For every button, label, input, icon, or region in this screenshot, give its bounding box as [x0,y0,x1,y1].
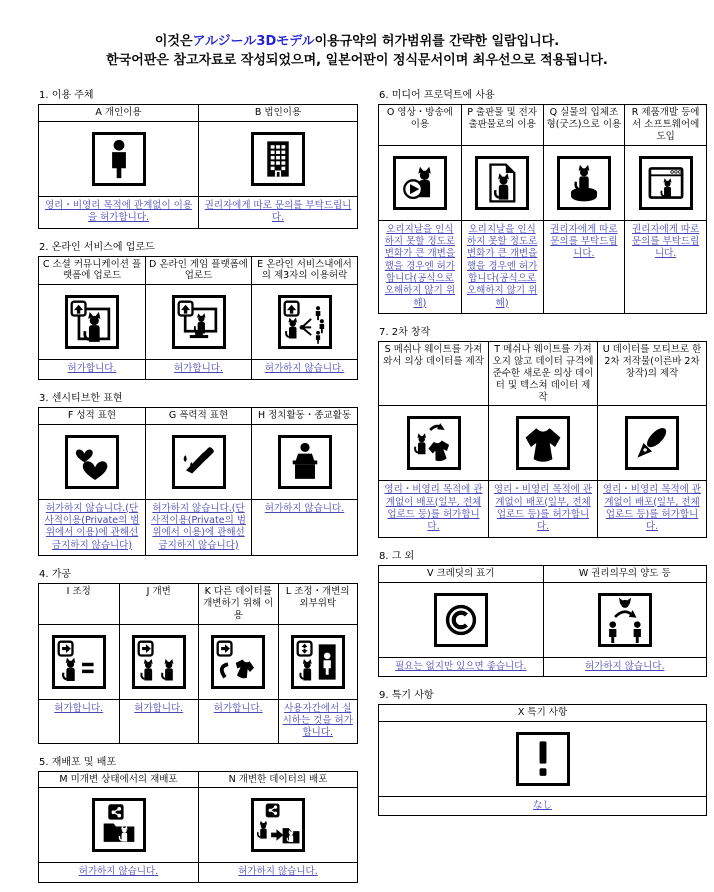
outsource-icon [291,635,345,689]
copyright-icon [434,593,488,647]
cell-note: 허가하지 않습니다.(단 사적이용(Private의 범위에서 이용)에 관해선 금지하지 않습니다) [145,500,251,555]
cell-note: 권리자에게 따로 문의를 부탁드립니다. [543,221,625,313]
permission-table [378,704,707,816]
table-header-row [39,584,357,624]
title-suffix: 이용규약의 허가범위를 간략한 일람입니다. [314,34,560,49]
table-note-row [379,480,706,536]
section-4 [38,565,358,744]
permission-table [38,583,358,744]
section-label: 1. 이용 주체 [39,90,94,101]
cell-note: 사용자간에서 실시하는 것을 허가합니다. [278,700,358,743]
table-note-row [379,657,706,676]
permission-table [378,104,707,314]
cell-icon [119,625,199,699]
software-icon [639,156,693,210]
cell-icon [251,425,357,499]
cell-note: 허가합니다. [198,700,278,743]
cell-note: 필요는 없지만 있으면 좋습니다. [395,660,527,672]
cell-note: 영리・비영리 목적에 관계없이 배포(일부, 전체업로드 등)를 허가합니다. [488,481,597,536]
cell-note: 영리・비영리 목적에 관계없이 배포(일부, 전체업로드 등)를 허가합니다. [384,484,483,533]
cell-note: 오리지날을 인식하지 못할 정도로 변화가 큰 개변을 했을 경우엔 허가합니다(공식으로 오해하지 않기 위해) [384,223,456,309]
table-header-row [39,105,357,121]
hearts-icon [65,435,119,489]
video-icon [393,156,447,210]
table-note-row [379,796,706,815]
cell-icon [461,146,543,220]
cell-icon [597,406,706,480]
cell-header: F 성적 표현 [67,409,117,421]
table-note-row [39,499,357,555]
person-icon [92,132,146,186]
cell-icon [624,146,706,220]
table-note-row [39,862,357,881]
cell-icon [198,788,357,862]
title-prefix: 이것은 [154,34,193,49]
cell-header: P 출판물 및 전자출판물로의 이용 [461,105,543,145]
pen-icon [625,416,679,470]
cell-icon [39,285,145,359]
reuse-icon [211,635,265,689]
cell-header: G 폭력적 표현 [145,408,251,424]
left-column [38,86,358,892]
cell-note: 허가합니다. [54,702,104,714]
goods-icon [557,156,611,210]
table-note-row [39,699,357,743]
redistribute-icon [92,798,146,852]
cell-note: 허가합니다. [67,363,117,375]
cell-note: 허가하지 않습니다. [198,863,357,881]
cell-header: V 크레딧의 표기 [426,567,495,579]
cell-icon [379,583,543,657]
rights-transfer-icon [598,593,652,647]
third-party-license-icon [278,295,332,349]
cell-note: 허가하지 않습니다.(단 사적이용(Private의 범위에서 이용)에 관해선 금지하지 않습니다) [44,502,140,551]
section-7 [378,323,707,538]
cell-note: 허가합니다. [145,360,251,378]
page-title [0,33,714,71]
cell-header: H 정치활동・종교활동 [251,408,357,424]
cell-icon [39,788,198,862]
table-icon-row [39,624,357,699]
cell-header: K 다른 데이터를 개변하기 위해 이용 [198,584,278,624]
permission-table [38,104,358,229]
cell-header: U 데이터를 모티브로 한 2차 저작물(이른바 2차 창작)의 제작 [597,342,706,405]
cell-icon [379,406,488,480]
cell-header: S 메쉬나 웨이트를 가져와서 의상 데이터를 제작 [383,344,484,367]
cell-icon [145,425,251,499]
cell-header: M 미개변 상태에서의 재배포 [59,773,178,785]
section-label: 4. 가공 [39,568,72,580]
cell-header: I 조정 [66,585,91,597]
cell-note: なし [532,799,552,811]
section-6 [378,86,707,314]
permission-table [38,256,358,380]
permission-table [38,771,358,883]
table-note-row [39,359,357,378]
title-line-1 [0,33,714,52]
right-column [378,86,707,825]
adjust-icon [52,635,106,689]
section-8 [378,547,707,677]
cell-icon [543,146,625,220]
costume-new-icon [516,416,570,470]
table-icon-row [39,284,357,359]
cell-note: 허가하지 않습니다. [543,658,707,676]
knife-icon [172,435,226,489]
cell-icon [488,406,597,480]
table-note-row [379,220,706,313]
cell-icon [39,625,119,699]
cell-note: 허가하지 않습니다. [78,866,159,878]
table-header-row [379,705,706,721]
section-9 [378,686,707,816]
cell-icon [39,425,145,499]
table-header-row [379,105,706,145]
costume-transfer-icon [407,416,461,470]
section-label: 8. 그 외 [379,550,415,562]
cell-icon [198,122,357,196]
table-header-row [39,257,357,285]
table-icon-row [39,787,357,862]
cell-header: A 개인이용 [95,107,142,118]
permission-table [378,565,707,677]
upload-game-icon [172,295,226,349]
cell-header: N 개변한 데이터의 배포 [198,772,357,788]
cell-header: T 메쉬나 웨이트를 가져오지 않고 데이터 규격에 준수한 새로운 의상 데이터 및 텍스쳐 데이터 제작 [488,342,597,405]
cell-note: 영리・비영리 목적에 관계없이 배포(일부, 전체업로드 등)를 허가합니다. [597,481,706,536]
cell-icon [198,625,278,699]
cell-icon [278,625,358,699]
table-note-row [39,196,357,228]
cell-header: J 개변 [119,584,199,624]
cell-icon [251,285,357,359]
table-icon-row [379,405,706,480]
cell-header: X 특기 사항 [517,707,568,718]
section-label: 7. 2차 창작 [379,327,431,339]
cell-header: E 온라인 서비스내에서의 제3자의 이용허락 [251,257,357,285]
section-label: 6. 미디어 프로덕트에 사용 [379,90,495,101]
section-3 [38,389,358,556]
cell-header: O 영상・방송에 이용 [386,107,453,130]
section-2 [38,238,358,380]
cell-header: C 소셜 커뮤니케이션 플랫폼에 업로드 [42,258,142,282]
cell-icon [379,146,461,220]
cell-note: 권리자에게 따로 문의를 부탁드립니다. [624,221,706,313]
title-line-2: 한국어판은 참고자료로 작성되었으며, 일본어판이 정식문서이며 최우선으로 적용됩니다. [106,52,608,68]
cell-note: 영리・비영리 목적에 관계없이 이용을 허가합니다. [44,199,193,224]
modify-icon [132,635,186,689]
cell-header: B 법인이용 [198,105,357,121]
distribute-modified-icon [251,798,305,852]
cell-header: D 온라인 게임 플랫폼에 업로드 [145,257,251,285]
table-icon-row [379,582,706,657]
table-icon-row [39,121,357,196]
permission-table [38,407,358,556]
table-header-row [379,566,706,582]
table-header-row [379,342,706,405]
cell-note: 허가하지 않습니다. [251,360,357,378]
cell-icon [145,285,251,359]
cell-note: 오리지날을 인식하지 못할 정도로 변화가 큰 개변을 했을 경우엔 허가합니다(공식으로 오해하지 않기 위해) [461,221,543,313]
notice-icon [516,732,570,786]
cell-icon [379,722,706,796]
cell-note: 권리자에게 따로 문의를 부탁드립니다. [198,197,357,228]
cell-header: W 권리의무의 양도 등 [543,566,707,582]
publication-icon [475,156,529,210]
table-icon-row [39,424,357,499]
table-icon-row [379,721,706,796]
section-label: 3. 센시티브한 표현 [39,392,123,404]
section-label: 5. 재배포 및 배포 [39,756,117,768]
section-label: 2. 온라인 서비스에 업로드 [39,241,155,253]
upload-social-icon [65,295,119,349]
cell-note: 허가합니다. [119,700,199,743]
table-header-row [39,408,357,424]
permission-table [378,341,707,538]
section-1 [38,86,358,229]
podium-icon [278,435,332,489]
section-label: 9. 특기 사항 [379,690,434,701]
table-icon-row [379,145,706,220]
cell-header: Q 실물의 입체조형(굿즈)으로 이용 [543,105,625,145]
cell-icon [39,122,198,196]
cell-header: R 제품개발 등에서 소프트웨어에 도입 [624,105,706,145]
title-model-name: アルジール3Dモデル [192,34,315,49]
cell-note: 허가하지 않습니다. [251,500,357,555]
section-5 [38,753,358,883]
cell-icon [543,583,707,657]
cell-header: L 조정・개변의 외부위탁 [278,584,358,624]
table-header-row [39,772,357,788]
building-icon [251,132,305,186]
